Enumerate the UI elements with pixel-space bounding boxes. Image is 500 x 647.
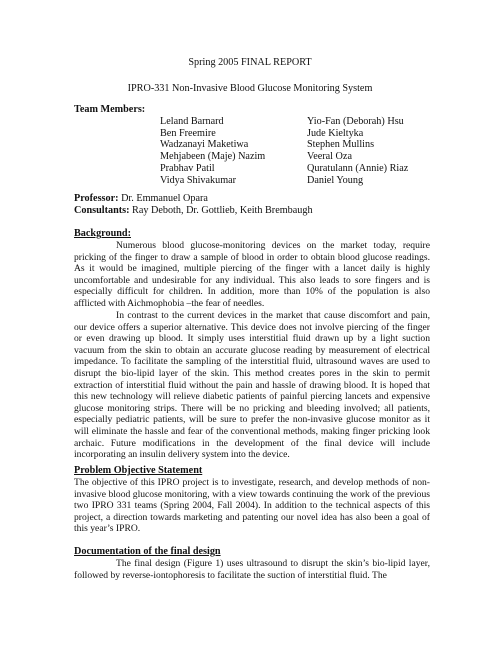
report-title: Spring 2005 FINAL REPORT bbox=[188, 57, 312, 68]
team-member: Jude Kieltyka bbox=[307, 127, 364, 139]
background-heading: Background: bbox=[74, 228, 131, 239]
team-member: Leland Barnard bbox=[160, 116, 224, 127]
consultants-label: Consultants: bbox=[74, 205, 130, 216]
team-member: Veeral Oza bbox=[307, 151, 352, 163]
team-member: Yio-Fan (Deborah) Hsu bbox=[307, 116, 404, 127]
team-member: Prabhav Patil bbox=[160, 162, 215, 174]
documentation-heading: Documentation of the final design bbox=[74, 546, 221, 557]
documentation-paragraph: The final design (Figure 1) uses ultrasound to disrupt the skin’s bio-lipid layer, followed by reverse-iontophoresis to facilitate the suction of interstitial fluid. The bbox=[74, 558, 430, 581]
team-member: Vidya Shivakumar bbox=[160, 174, 237, 186]
consultants-line bbox=[74, 205, 313, 217]
professor-line bbox=[74, 193, 208, 205]
team-member: Ben Freemire bbox=[160, 127, 216, 139]
team-member: Daniel Young bbox=[307, 174, 364, 186]
professor-name: Dr. Emmanuel Opara bbox=[118, 193, 208, 204]
team-left-column bbox=[160, 116, 265, 186]
problem-paragraph: The objective of this IPRO project is to investigate, research, and develop methods of non-invasive blood glucose monitoring, with a view towards continuing the work of the previous two IPRO 331 teams (Spring 2004, Fall 2004). In addition to the technical aspects of this project, a direction towards marketing and patenting our novel idea has also been a goal of this year’s IPRO. bbox=[74, 477, 430, 535]
team-member: Mehjabeen (Maje) Nazim bbox=[160, 151, 266, 163]
team-right-column bbox=[307, 116, 408, 186]
project-title: IPRO-331 Non-Invasive Blood Glucose Monitoring System bbox=[127, 83, 373, 94]
background-paragraph-1: Numerous blood glucose-monitoring devices on the market today, require pricking of the finger to draw a sample of blood in order to obtain blood glucose readings. As it would be imagined, multiple piercing of the finger with a lancet daily is highly uncomfortable and undesirable for any individual. This also leads to sore fingers and is especially difficult for children. In addition, more than 10% of the population is also afflicted with Aichmophobia –the fear of needles. bbox=[74, 240, 430, 309]
consultants-names: Ray Deboth, Dr. Gottlieb, Keith Brembaugh bbox=[129, 205, 313, 216]
background-paragraph-2: In contrast to the current devices in the market that cause discomfort and pain, our device offers a superior alternative. This device does not involve piercing of the finger or even drawing up blood. It simply uses interstitial fluid drawn up by a light suction vacuum from the skin to obtain an accurate glucose reading by measurement of electrical impedance. To facilitate the sampling of the interstitial fluid, ultrasound waves are used to disrupt the bio-lipid layer of the skin. This method creates pores in the skin to permit extraction of interstitial fluid without the pain and hassle of drawing blood. It is hoped that this new technology will relieve diabetic patients of painful piercing lancets and expensive glucose monitoring strips. There will be no pricking and bleeding involved; all patients, especially pediatric patients, will be sure to prefer the non-invasive glucose monitor as it will eliminate the hassle and fear of the conventional methods, making finger pricking look archaic. Future modifications in the development of the final device will include incorporating an insulin delivery system into the device. bbox=[74, 310, 430, 461]
professor-label: Professor: bbox=[74, 193, 119, 204]
team-members-label: Team Members: bbox=[74, 104, 146, 115]
problem-heading: Problem Objective Statement bbox=[74, 465, 203, 476]
team-member: Stephen Mullins bbox=[307, 139, 375, 151]
team-member: Wadzanayi Maketiwa bbox=[160, 139, 249, 151]
team-member: Quratulann (Annie) Riaz bbox=[307, 162, 409, 174]
